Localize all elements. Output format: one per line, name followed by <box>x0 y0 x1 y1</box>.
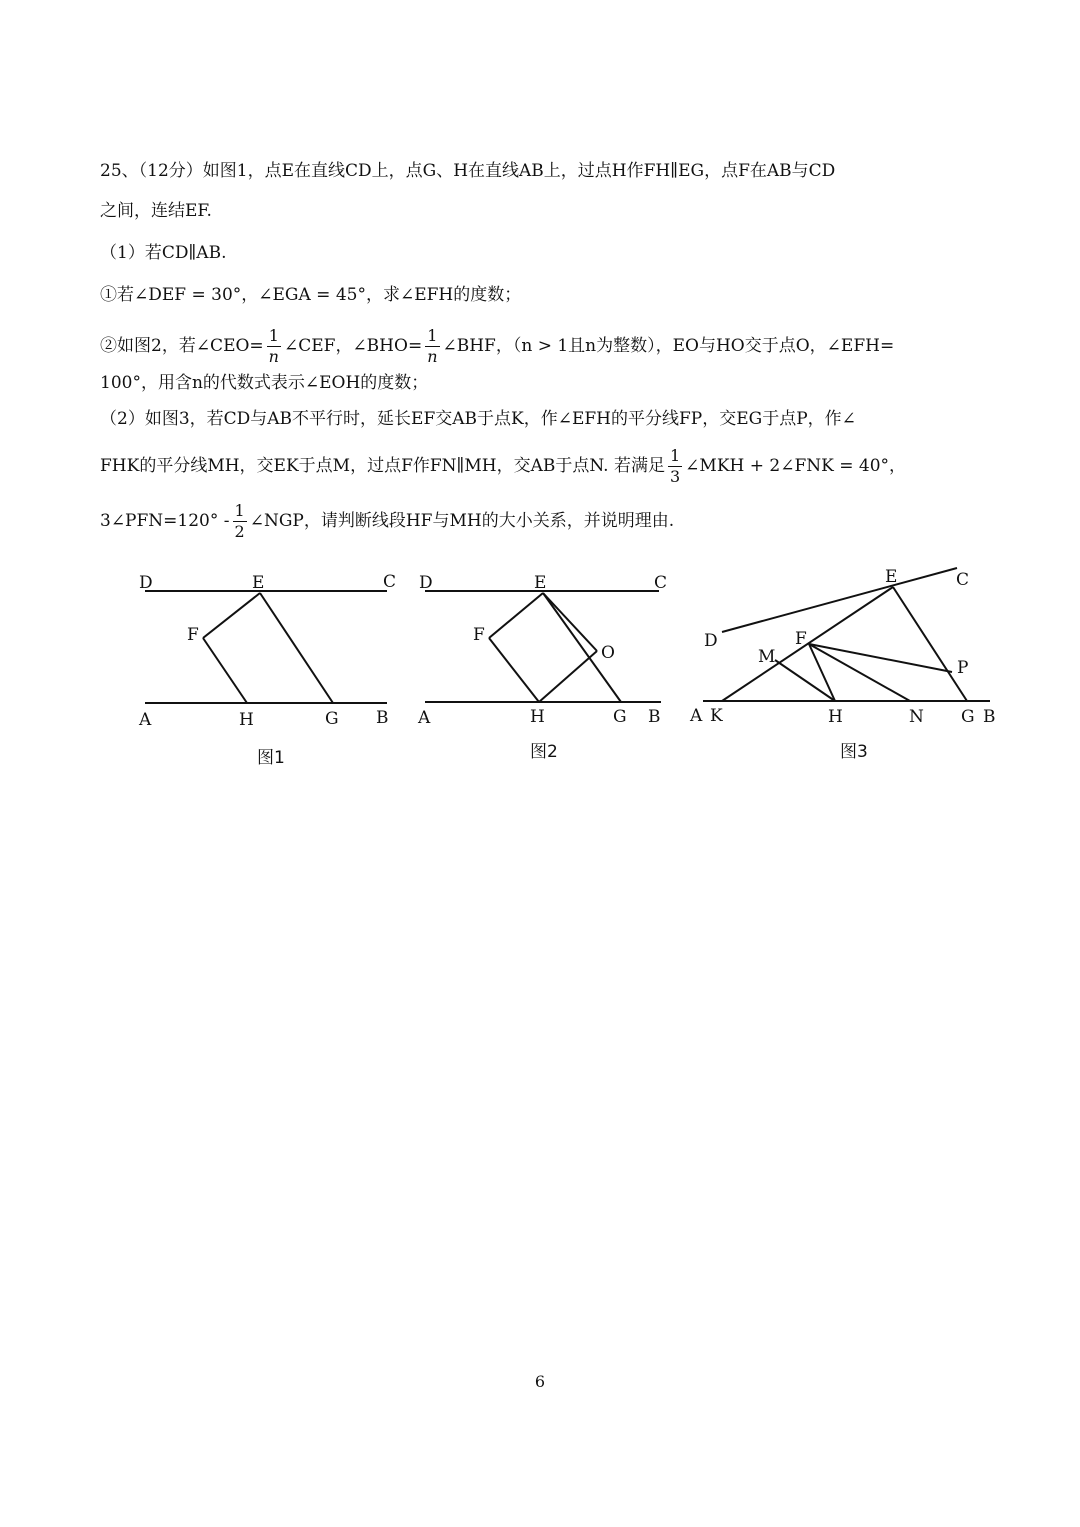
p2-text-b: ∠MKH + 2∠FNK = 40°， <box>685 456 907 476</box>
label-B: B <box>376 708 389 728</box>
question-1: ①若∠DEF = 30°，∠EGA = 45°，求∠EFH的度数； <box>100 285 522 305</box>
part2-line-2 <box>100 448 906 485</box>
label-C: C <box>383 572 397 592</box>
fraction-1-over-n: $\frac{1}{n}$ <box>268 326 279 366</box>
label-E: E <box>885 567 898 587</box>
fraction-1-over-2: $\frac{1}{2}$ <box>234 501 245 541</box>
problem-line-1: 25、（12分）如图1，点E在直线CD上，点G、H在直线AB上，过点H作FH∥EG，点F在AB与CD <box>100 161 836 181</box>
label-M: M <box>758 647 776 667</box>
fraction-1-over-3: $\frac{1}{3}$ <box>669 446 681 486</box>
question-2 <box>100 328 894 365</box>
label-A: A <box>690 706 703 726</box>
label-D: D <box>704 631 718 651</box>
label-H: H <box>239 710 254 730</box>
q2-text-b: ∠CEF，∠BHO= <box>283 336 423 356</box>
q2-text-a: ②如图2，若∠CEO= <box>100 336 264 356</box>
label-F: F <box>187 625 199 645</box>
label-H: H <box>828 707 843 727</box>
label-K: K <box>710 706 723 726</box>
label-H: H <box>530 707 545 727</box>
label-A: A <box>418 708 431 728</box>
problem-line-2: 之间，连结EF. <box>100 201 212 221</box>
p2-text-d: ∠NGP，请判断线段HF与MH的大小关系，并说明理由. <box>249 511 675 531</box>
figure-1 <box>135 560 405 770</box>
label-B: B <box>983 707 996 727</box>
q2-text-c: ∠BHF，（n > 1且n为整数），EO与HO交于点O，∠EFH= <box>442 336 895 356</box>
fraction-1-over-n-2: $\frac{1}{n}$ <box>427 326 438 366</box>
label-G: G <box>325 709 339 729</box>
label-C: C <box>956 570 970 590</box>
part1-heading: （1）若CD∥AB. <box>100 243 227 263</box>
label-B: B <box>648 707 661 727</box>
part2-line-1: （2）如图3，若CD与AB不平行时，延长EF交AB于点K，作∠EFH的平分线FP，交EG于点P，作∠ <box>100 409 856 429</box>
label-D: D <box>139 573 153 593</box>
label-E: E <box>534 573 547 593</box>
label-G: G <box>961 707 975 727</box>
label-C: C <box>654 573 668 593</box>
page-number: 6 <box>534 1372 546 1391</box>
figure-3 <box>685 560 1010 770</box>
p2-text-a: FHK的平分线MH，交EK于点M，过点F作FN∥MH，交AB于点N. 若满足 <box>100 456 665 476</box>
label-F: F <box>795 629 807 649</box>
figure-caption: 图3 <box>840 742 868 762</box>
label-D: D <box>419 573 433 593</box>
label-F: F <box>473 625 485 645</box>
label-G: G <box>613 707 627 727</box>
figure-caption: 图2 <box>530 742 558 762</box>
label-P: P <box>957 658 969 678</box>
figure-2 <box>415 560 680 770</box>
p2-text-c: 3∠PFN=120° - <box>100 511 230 531</box>
label-O: O <box>601 643 615 663</box>
part2-line-3 <box>100 503 674 540</box>
question-2-line-2: 100°，用含n的代数式表示∠EOH的度数； <box>100 373 429 393</box>
label-A: A <box>139 710 152 730</box>
label-N: N <box>909 707 924 727</box>
figure-caption: 图1 <box>257 748 285 768</box>
label-E: E <box>252 573 265 593</box>
